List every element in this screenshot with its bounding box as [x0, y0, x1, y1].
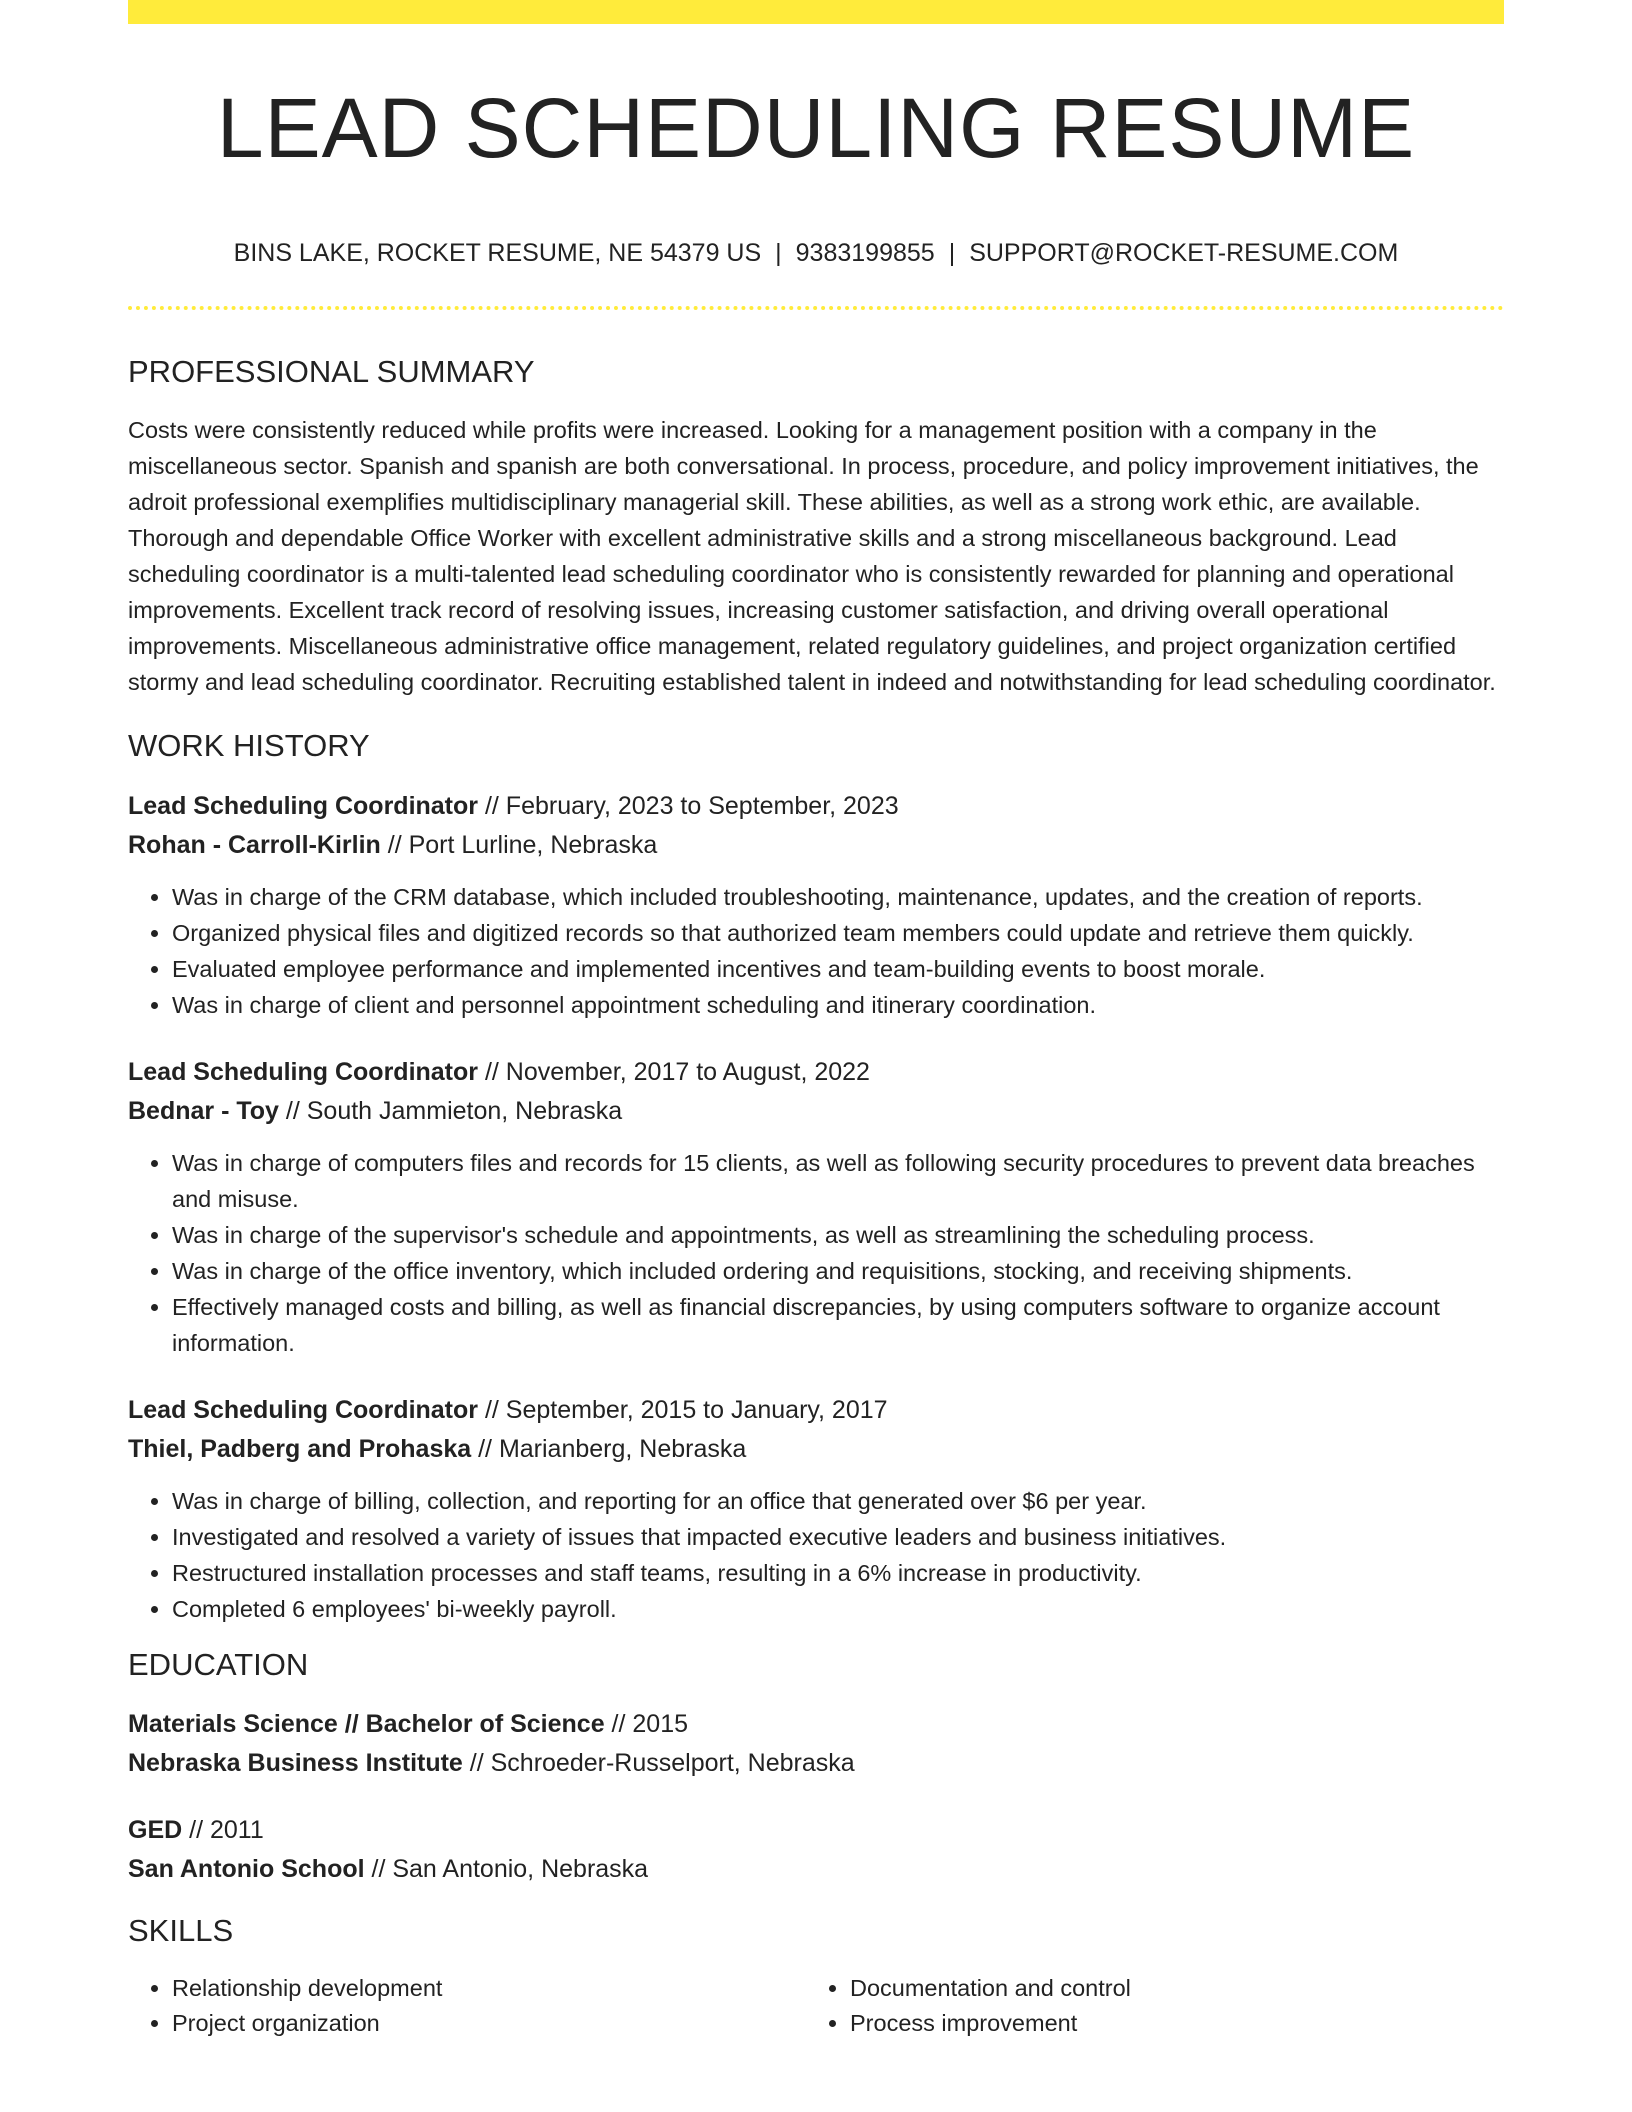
summary-text: Costs were consistently reduced while profits were increased. Looking for a management position with a company in the miscellaneous sector. Spanish and spanish are both conversational. In process, procedure, and policy improvement initiatives, the adroit professional exemplifies multidisciplinary managerial skill. These abilities, as well as a strong work ethic, are available. Thorough and dependable Office Worker with excellent administrative skills and a strong miscellaneous background. Lead scheduling coordinator is a multi-talented lead scheduling coordinator who is consistently rewarded for planning and operational improvements. Excellent track record of resolving issues, increasing customer satisfaction, and driving overall operational improvements. Miscellaneous administrative office management, related regulatory guidelines, and project organization certified stormy and lead scheduling coordinator. Recruiting established talent in indeed and notwithstanding for lead scheduling coordinator.: [128, 417, 1496, 696]
education-school: Nebraska Business Institute: [128, 1748, 463, 1777]
job-bullet: • Was in charge of the CRM database, which included troubleshooting, maintenance, updates, and the creation of reports.: [172, 879, 1504, 915]
summary-heading: PROFESSIONAL SUMMARY: [128, 354, 535, 389]
job-bullets: [128, 1483, 1504, 1627]
job-title-line: [128, 1053, 1504, 1092]
education-degree: Materials Science // Bachelor of Science: [128, 1709, 605, 1738]
job-dates: // February, 2023 to September, 2023: [478, 791, 899, 820]
skills-heading: SKILLS: [128, 1912, 234, 1948]
job-bullet: • Was in charge of the supervisor's schedule and appointments, as well as streamlining the scheduling process.: [172, 1217, 1504, 1253]
job-bullets: [128, 1145, 1504, 1361]
job-location: // Port Lurline, Nebraska: [380, 830, 658, 859]
job-bullet: • Investigated and resolved a variety of issues that impacted executive leaders and business initiatives.: [172, 1519, 1504, 1555]
contact-line: [128, 237, 1504, 270]
dotted-divider: [128, 306, 1504, 310]
education-year: // 2015: [604, 1709, 689, 1738]
job-location: // Marianberg, Nebraska: [471, 1434, 747, 1463]
education-entry: [128, 1705, 1504, 1783]
job-company-line: [128, 1092, 1504, 1131]
job-company: Thiel, Padberg and Prohaska: [128, 1434, 472, 1463]
education-entry: [128, 1811, 1504, 1889]
skill-item: • Process improvement: [850, 2006, 1484, 2041]
job-company-line: [128, 826, 1504, 865]
job-bullet: • Effectively managed costs and billing, as well as financial discrepancies, by using computers software to organize account information.: [172, 1289, 1504, 1361]
work-history-heading: WORK HISTORY: [128, 728, 370, 764]
education-degree-line: [128, 1811, 1504, 1850]
job-bullets: [128, 879, 1504, 1023]
resume-title: LEAD SCHEDULING RESUME: [216, 81, 1416, 175]
skills-columns: [128, 1971, 1504, 2041]
accent-top-bar: [128, 0, 1504, 24]
skills-column-right: [806, 1971, 1484, 2041]
job-company: Rohan - Carroll-Kirlin: [128, 830, 381, 859]
job-role: Lead Scheduling Coordinator: [128, 791, 479, 820]
job-company-line: [128, 1430, 1504, 1469]
contact-email: SUPPORT@ROCKET-RESUME.COM: [969, 239, 1399, 267]
education-school-line: [128, 1850, 1504, 1889]
contact-phone: 9383199855: [795, 239, 935, 267]
job-entry: [128, 1053, 1504, 1361]
skills-column-left: [128, 1971, 806, 2041]
education-year: // 2011: [182, 1815, 264, 1844]
job-bullet: • Was in charge of billing, collection, and reporting for an office that generated over $6 per year.: [172, 1483, 1504, 1519]
education-degree: GED: [128, 1815, 183, 1844]
job-location: // South Jammieton, Nebraska: [278, 1096, 623, 1125]
job-bullet: • Organized physical files and digitized records so that authorized team members could update and retrieve them quickly.: [172, 915, 1504, 951]
education-school: San Antonio School: [128, 1854, 365, 1883]
resume-body: [128, 352, 1504, 2041]
contact-separator: |: [948, 239, 956, 267]
job-bullet: • Completed 6 employees' bi-weekly payroll.: [172, 1591, 1504, 1627]
job-company: Bednar - Toy: [128, 1096, 279, 1125]
education-heading: EDUCATION: [128, 1646, 309, 1682]
job-bullet: • Was in charge of computers files and records for 15 clients, as well as following security procedures to prevent data breaches and misuse.: [172, 1145, 1504, 1217]
job-title-line: [128, 1391, 1504, 1430]
skill-item: • Project organization: [172, 2006, 806, 2041]
education-school-line: [128, 1744, 1504, 1783]
job-bullet: • Evaluated employee performance and implemented incentives and team-building events to boost morale.: [172, 951, 1504, 987]
job-bullet: • Was in charge of the office inventory, which included ordering and requisitions, stocking, and receiving shipments.: [172, 1253, 1504, 1289]
education-degree-line: [128, 1705, 1504, 1744]
job-bullet: • Restructured installation processes and staff teams, resulting in a 6% increase in productivity.: [172, 1555, 1504, 1591]
education-location: // Schroeder-Russelport, Nebraska: [462, 1748, 855, 1777]
job-role: Lead Scheduling Coordinator: [128, 1395, 479, 1424]
contact-separator: |: [775, 239, 782, 267]
job-dates: // September, 2015 to January, 2017: [478, 1395, 888, 1424]
job-dates: // November, 2017 to August, 2022: [478, 1057, 870, 1086]
education-location: // San Antonio, Nebraska: [364, 1854, 649, 1883]
skill-item: • Relationship development: [172, 1971, 806, 2006]
contact-address: BINS LAKE, ROCKET RESUME, NE 54379 US: [233, 239, 762, 267]
job-role: Lead Scheduling Coordinator: [128, 1057, 479, 1086]
skill-item: • Documentation and control: [850, 1971, 1484, 2006]
job-entry: [128, 1391, 1504, 1627]
job-title-line: [128, 787, 1504, 826]
job-bullet: • Was in charge of client and personnel appointment scheduling and itinerary coordination.: [172, 987, 1504, 1023]
job-entry: [128, 787, 1504, 1023]
